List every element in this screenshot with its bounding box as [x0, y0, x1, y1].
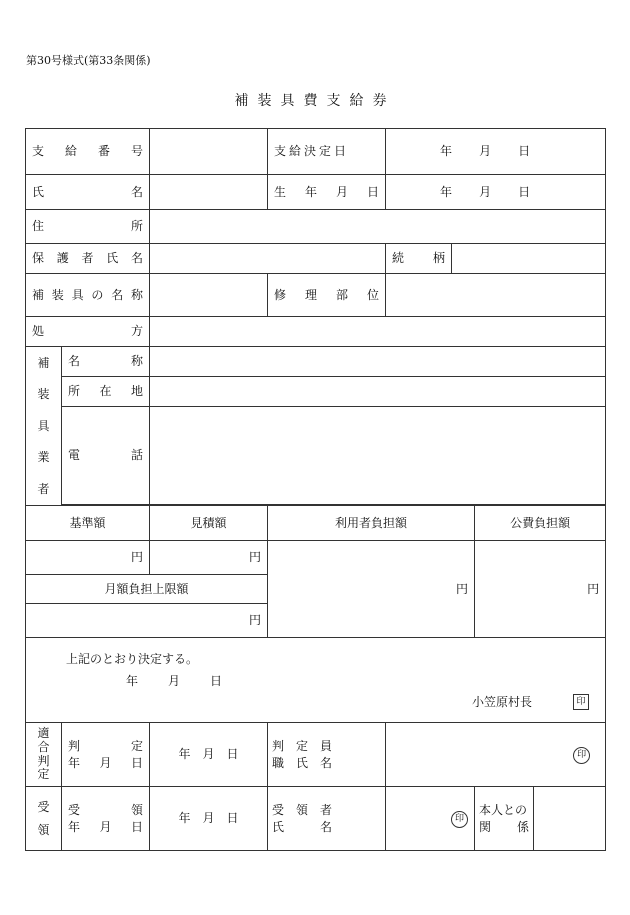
field-relation[interactable]	[452, 244, 606, 274]
label-judge-name: 判 定 員 職 氏 名	[268, 723, 386, 787]
voucher-table	[25, 128, 606, 851]
form-reference: 第30号様式(第33条関係)	[26, 54, 151, 67]
field-decision-date[interactable]: 年 月 日	[386, 129, 606, 175]
field-standard-amount[interactable]: 円	[26, 541, 150, 575]
field-address[interactable]	[150, 210, 606, 244]
label-vendor-name: 名 称	[62, 347, 150, 377]
label-guardian-name: 保 護 者 氏 名	[26, 244, 150, 274]
field-vendor-location[interactable]	[150, 377, 606, 407]
field-vendor-phone[interactable]	[150, 407, 606, 505]
row-conformity	[26, 723, 606, 787]
header-monthly-cap: 月額負担上限額	[26, 575, 268, 604]
label-judge-date: 判 定 年 月 日	[62, 723, 150, 787]
field-guardian-name[interactable]	[150, 244, 386, 274]
row-name	[26, 175, 606, 210]
row-receipt	[26, 787, 606, 851]
field-issue-number[interactable]	[150, 129, 268, 175]
label-issue-number: 支 給 番 号	[26, 129, 150, 175]
label-vendor-phone: 電 話	[62, 407, 150, 505]
decision-date[interactable]: 年 月 日	[126, 674, 223, 688]
header-standard-amount: 基準額	[26, 506, 150, 541]
field-name[interactable]	[150, 175, 268, 210]
field-public-burden[interactable]: 円	[475, 541, 606, 638]
header-user-burden: 利用者負担額	[268, 506, 475, 541]
label-relation-to-person: 本人との 関 係	[475, 787, 534, 851]
label-vendor-location: 所 在 地	[62, 377, 150, 407]
row-device	[26, 274, 606, 317]
decision-block	[26, 638, 606, 723]
row-amount-headers	[26, 506, 606, 541]
label-receipt: 受 領	[26, 787, 62, 851]
row-address	[26, 210, 606, 244]
row-prescription	[26, 317, 606, 347]
field-judge-name[interactable]	[386, 723, 606, 787]
row-issue-number	[26, 129, 606, 175]
label-repair-part: 修 理 部 位	[268, 274, 386, 317]
row-vendor-location	[26, 377, 606, 407]
row-amount-values	[26, 541, 606, 575]
label-vendor-section: 補 装 具 業 者	[26, 347, 62, 506]
decision-text: 上記のとおり決定する。	[66, 652, 199, 666]
field-birth-date[interactable]: 年 月 日	[386, 175, 606, 210]
row-guardian	[26, 244, 606, 274]
field-user-burden[interactable]: 円	[268, 541, 475, 638]
label-prescription: 処 方	[26, 317, 150, 347]
row-vendor-name	[26, 347, 606, 377]
field-repair-part[interactable]	[386, 274, 606, 317]
field-receiver-name[interactable]	[386, 787, 475, 851]
label-relation: 続 柄	[386, 244, 452, 274]
field-estimate-amount[interactable]: 円	[150, 541, 268, 575]
receiver-seal: 印	[451, 811, 468, 828]
field-receipt-date[interactable]: 年 月 日	[150, 787, 268, 851]
field-monthly-cap[interactable]: 円	[26, 604, 268, 638]
label-name: 氏 名	[26, 175, 150, 210]
row-vendor-phone	[26, 407, 606, 505]
label-receipt-date: 受 領 年 月 日	[62, 787, 150, 851]
label-address: 住 所	[26, 210, 150, 244]
row-decision	[26, 638, 606, 723]
label-receiver-name: 受 領 者 氏 名	[268, 787, 386, 851]
label-conformity: 適 合 判 定	[26, 723, 62, 787]
label-device-name: 補 装 具 の 名 称	[26, 274, 150, 317]
label-decision-date: 支給決定日	[268, 129, 386, 175]
authority-seal: 印	[573, 694, 589, 710]
label-birth-date: 生 年 月 日	[268, 175, 386, 210]
judge-seal: 印	[573, 747, 590, 764]
header-public-burden: 公費負担額	[475, 506, 606, 541]
field-judge-date[interactable]: 年 月 日	[150, 723, 268, 787]
form-title: 補装具費支給券	[234, 93, 396, 109]
field-device-name[interactable]	[150, 274, 268, 317]
header-estimate-amount: 見積額	[150, 506, 268, 541]
field-vendor-name[interactable]	[150, 347, 606, 377]
field-relation-to-person[interactable]	[534, 787, 606, 851]
decision-authority: 小笠原村長	[472, 695, 533, 709]
field-prescription[interactable]	[150, 317, 606, 347]
